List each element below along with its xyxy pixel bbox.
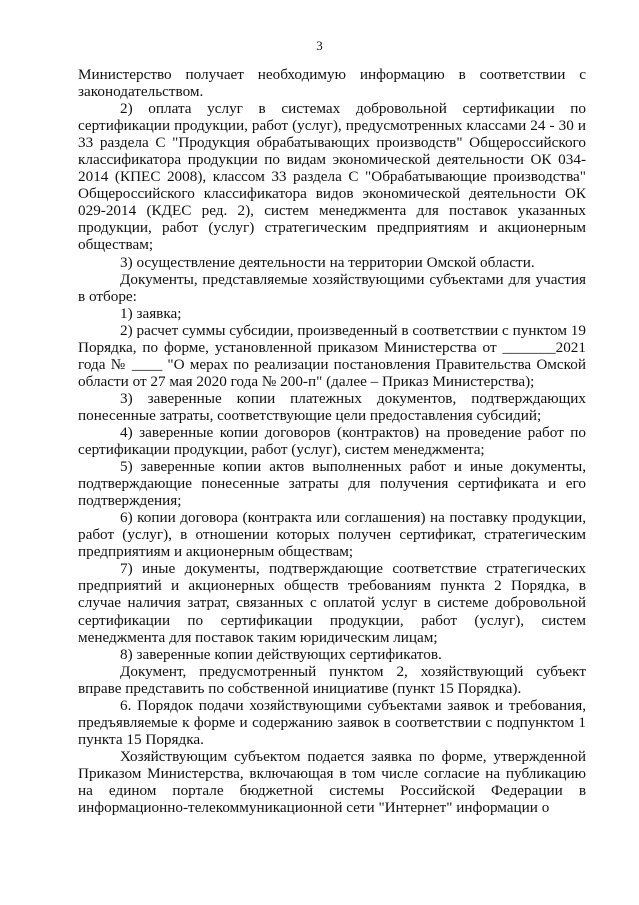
document-paragraph: 8) заверенные копии действующих сертификатов. (120, 645, 442, 663)
document-paragraph: 5) заверенные копии актов выполненных работ и иные документы, подтверждающие понесенные затраты для получения сертификата и его подтверждения; (78, 458, 586, 510)
document-body (78, 66, 586, 816)
document-paragraph: 6) копии договора (контракта или соглашения) на поставку продукции, работ (услуг), в отношении которых получен сертификат, стратегическим предприятиям и акционерным обществам; (78, 509, 586, 561)
document-paragraph: Министерство получает необходимую информацию в соответствии с законодательством. (78, 66, 586, 101)
document-paragraph: Документы, представляемые хозяйствующими субъектами для участия в отборе: (78, 270, 586, 305)
document-paragraph: 3) заверенные копии платежных документов, подтверждающих понесенные затраты, соответствующие цели предоставления субсидий; (78, 389, 586, 424)
document-paragraph: 3) осуществление деятельности на территории Омской области. (120, 253, 535, 271)
document-paragraph: 2) расчет суммы субсидии, произведенный в соответствии с пунктом 19 Порядка, по форме, установленной приказом Министерства от _______2021 года № ____ "О мерах по реализации постановления Правительства Омской области от 27 мая 2020 года № 200-п" (далее – Приказ Министерства); (78, 321, 586, 390)
document-paragraph: 2) оплата услуг в системах добровольной сертификации по сертификации продукции, работ (услуг), предусмотренных классами 24 - 30 и 33 раздела C "Продукция обрабатывающих производств" Общероссийского классификатора продукции по видам экономической деятельности ОК 034-2014 (КПЕС 2008), классом 33 раздела C "Обрабатывающие производства" Общероссийского классификатора видов экономической деятельности ОК 029-2014 (КДЕС ред. 2), систем менеджмента для поставок указанных продукции, работ (услуг) стратегическим предприятиям и акционерным обществам; (78, 100, 586, 254)
document-paragraph: 7) иные документы, подтверждающие соответствие стратегических предприятий и акционерных обществ требованиям пункта 2 Порядка, в случае наличия затрат, связанных с оплатой услуг в системе добровольной сертификации по сертификации продукции, работ (услуг), систем менеджмента для поставок таким юридическим лицам; (78, 560, 586, 646)
document-paragraph: 4) заверенные копии договоров (контрактов) на проведение работ по сертификации продукции, работ (услуг), систем менеджмента; (78, 423, 586, 459)
document-paragraph: 1) заявка; (120, 304, 182, 322)
page-number: 3 (316, 38, 323, 53)
document-paragraph: 6. Порядок подачи хозяйствующими субъектами заявок и требования, предъявляемые к форме и содержанию заявок в соответствии с подпунктом 1 пункта 15 Порядка. (78, 696, 586, 748)
document-paragraph: Документ, предусмотренный пунктом 2, хозяйствующий субъект вправе представить по собственной инициативе (пункт 15 Порядка). (78, 662, 586, 697)
document-paragraph: Хозяйствующим субъектом подается заявка по форме, утвержденной Приказом Министерства, включающая в том числе согласие на публикацию на едином портале бюджетной системы Российской Федерации в информационно-телекоммуникационной сети "Интернет" информации о (78, 747, 586, 817)
